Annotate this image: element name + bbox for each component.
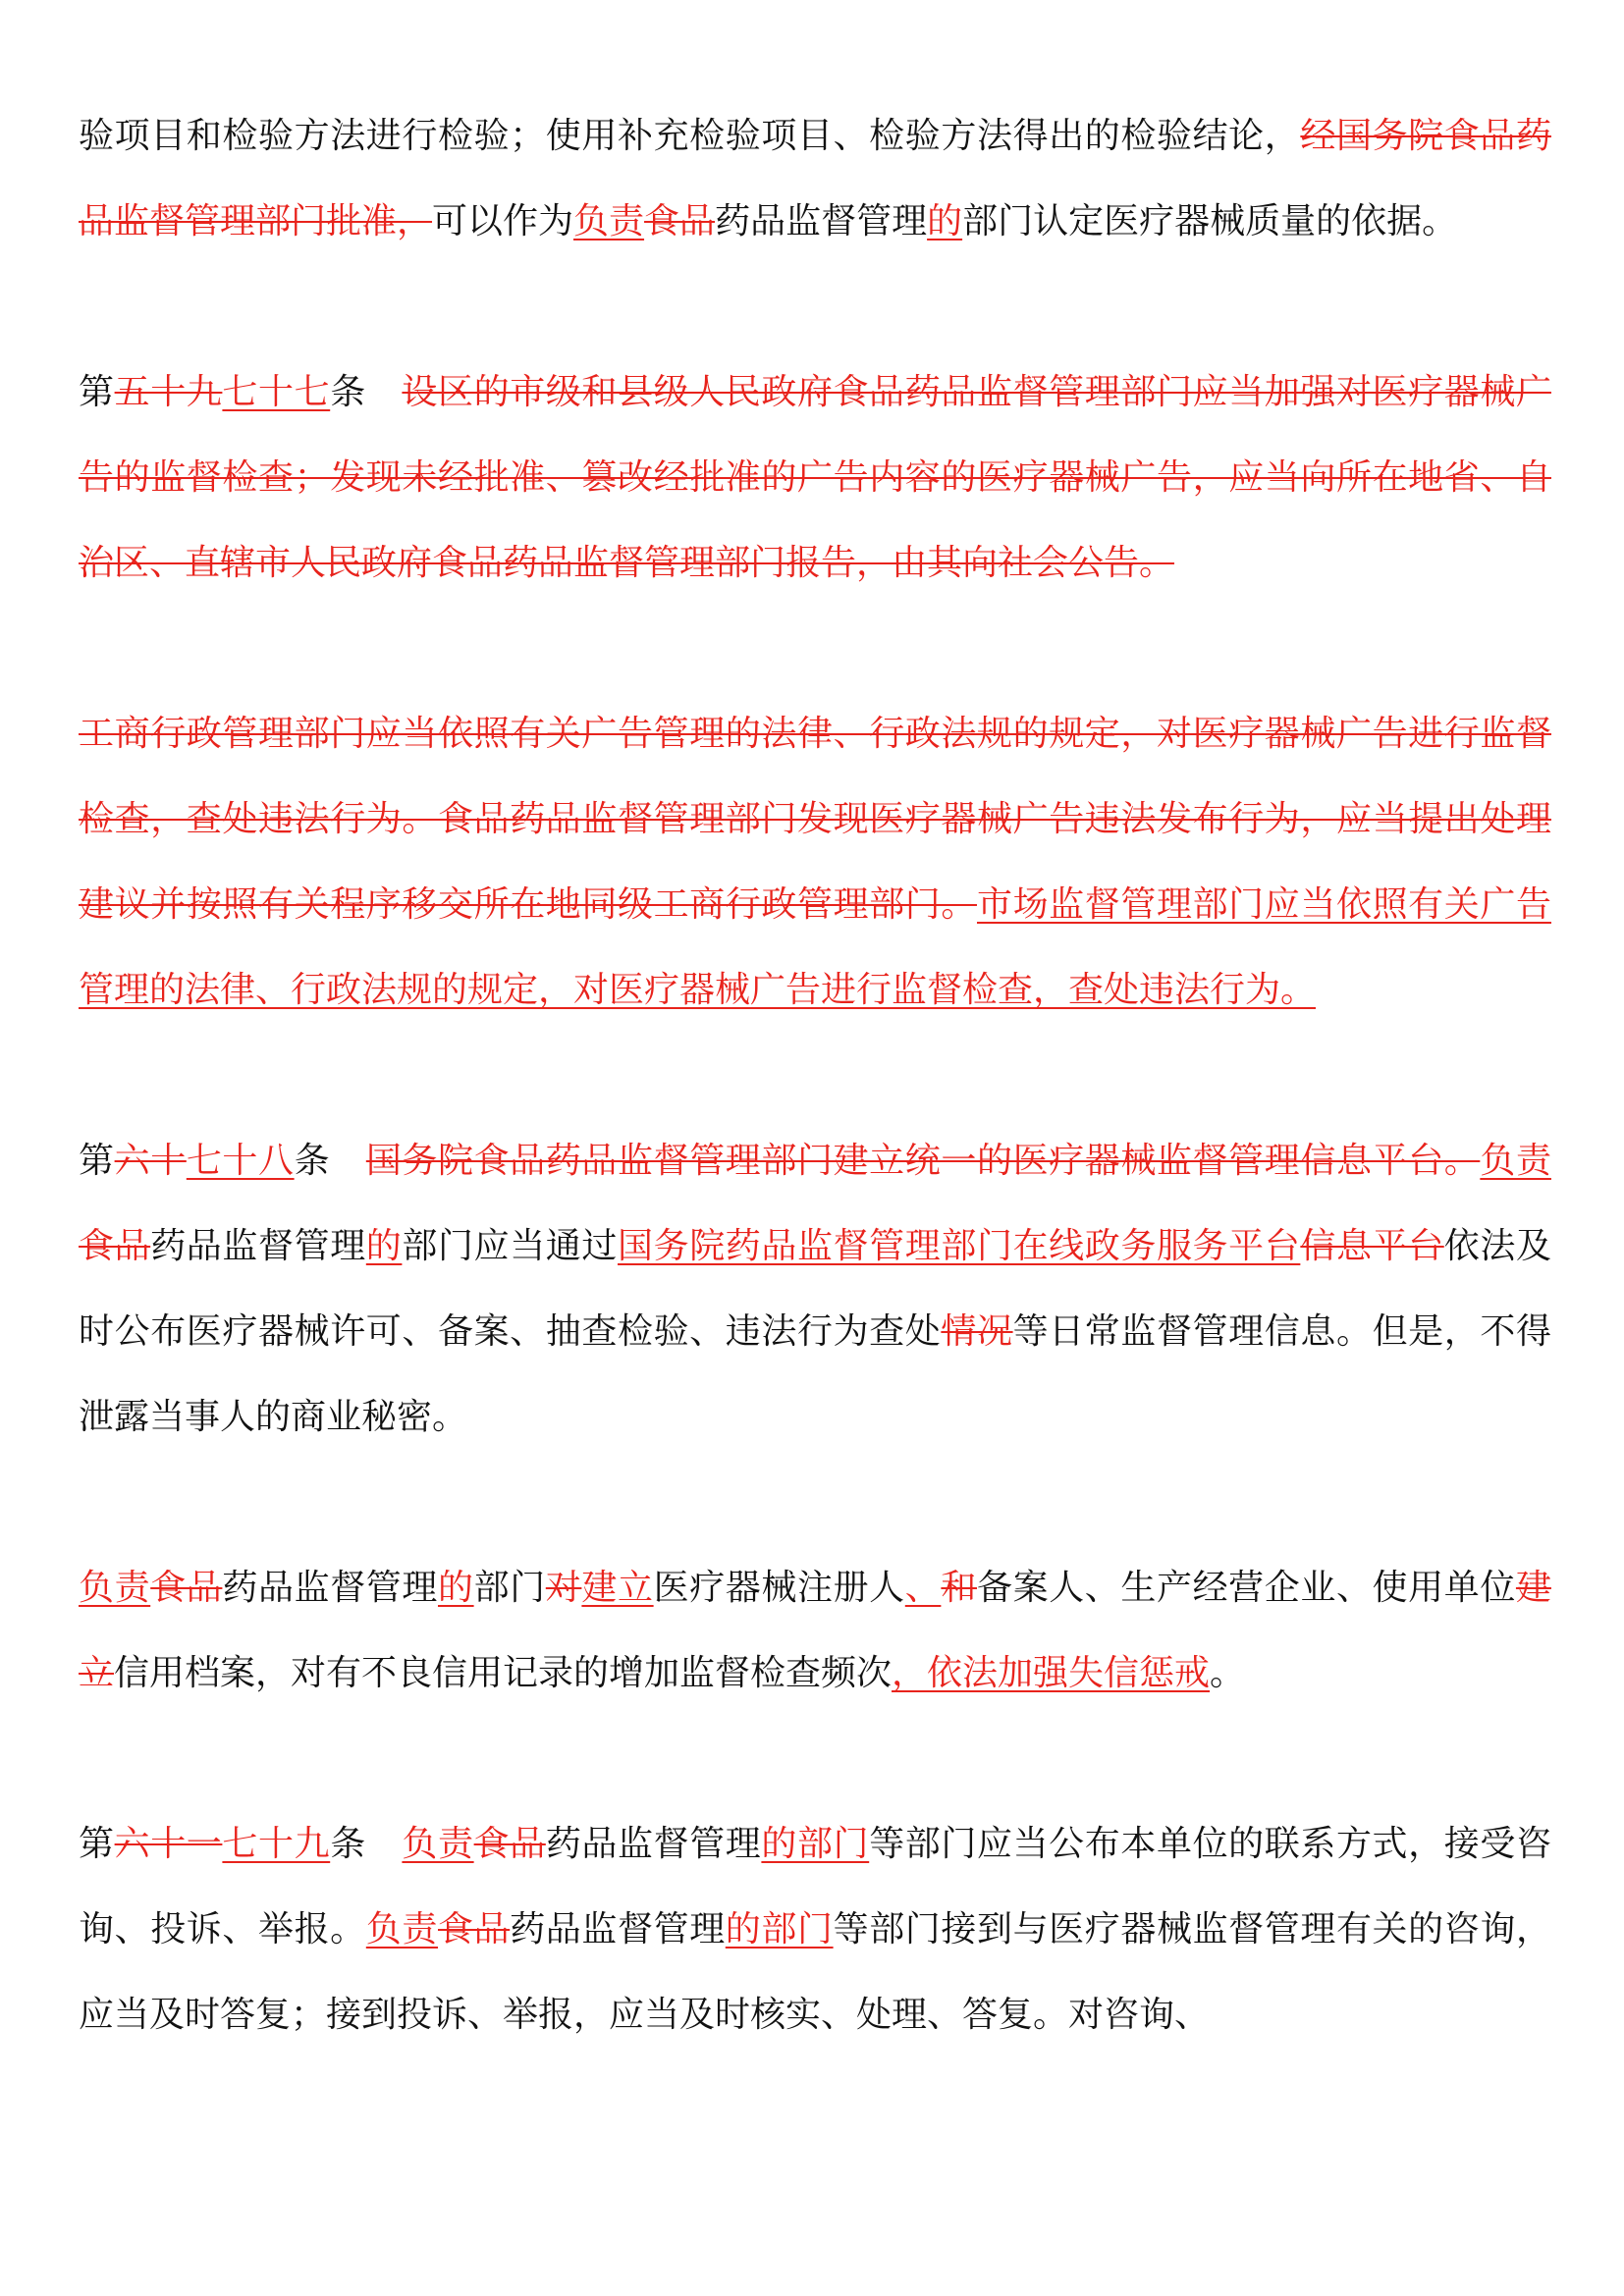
text-run: 等部门应当公布本单位的联系方式，接受咨询、投诉、举报。 — [79, 1824, 1551, 1949]
deleted-text: 经国务院食品药品监督管理部门批准， — [79, 116, 1551, 241]
text-run: 药品监督管理 — [150, 1226, 366, 1266]
deleted-text: 对 — [545, 1568, 582, 1608]
text-run: 药品监督管理 — [715, 201, 928, 241]
inserted-text: 负责 — [79, 1568, 151, 1608]
text-run: 等日常监督管理信息。但是，不得泄露当事人的商业秘密。 — [79, 1311, 1551, 1437]
deleted-text: 设区的市级和县级人民政府食品药品监督管理部门应当加强对医疗器械广告的监督检查；发现未经批准、篡改经批准的广告内容的医疗器械广告，应当向所在地省、自治区、直辖市人民政府食品药品监督管理部门报告，由其向社会公告。 — [79, 372, 1551, 583]
inserted-text: 的 — [927, 201, 963, 241]
text-run: 可以作为 — [432, 201, 574, 241]
deleted-text: 六十 — [114, 1141, 187, 1181]
deleted-text: 情况 — [941, 1311, 1013, 1352]
inserted-text: 负责 — [573, 201, 645, 241]
inserted-text: 建立 — [581, 1568, 654, 1608]
deleted-text: 食品 — [150, 1568, 223, 1608]
inserted-text: 的 — [365, 1226, 403, 1266]
inserted-text: 七十九 — [222, 1824, 331, 1864]
text-run: 依法及时公布医疗器械许可、备案、抽查检验、违法行为查处 — [79, 1226, 1551, 1352]
inserted-text: 负责 — [365, 1909, 438, 1949]
text-run: 第 — [79, 372, 115, 412]
text-run: 等部门接到与医疗器械监督管理有关的咨询，应当及时答复；接到投诉、举报，应当及时核实、处理、答复。对咨询、 — [79, 1909, 1551, 2035]
paragraph — [79, 93, 1551, 264]
text-run: 部门 — [473, 1568, 546, 1608]
text-run: 信用档案，对有不良信用记录的增加监督检查频次 — [114, 1653, 893, 1693]
deleted-text: 食品 — [644, 201, 716, 241]
text-run: 第 — [79, 1824, 115, 1864]
text-run: 药品监督管理 — [222, 1568, 438, 1608]
paragraph — [79, 1801, 1551, 2057]
inserted-text: 的部门 — [761, 1824, 870, 1864]
inserted-text: ，依法加强失信惩戒 — [892, 1653, 1211, 1693]
deleted-text: 和 — [941, 1568, 977, 1608]
text-run: 医疗器械注册人 — [653, 1568, 905, 1608]
deleted-text: 食品 — [79, 1226, 151, 1266]
text-run: 条 — [330, 1824, 403, 1864]
inserted-text: 市场监督管理部门应当依照有关广告管理的法律、行政法规的规定，对医疗器械广告进行监督检查，查处违法行为。 — [79, 884, 1551, 1010]
text-run: 药品监督管理 — [545, 1824, 762, 1864]
deleted-text: 建立 — [79, 1568, 1551, 1693]
paragraph — [79, 1118, 1551, 1460]
text-run: 条 — [330, 372, 403, 412]
deleted-text: 工商行政管理部门应当依照有关广告管理的法律、行政法规的规定，对医疗器械广告进行监督检查，查处违法行为。食品药品监督管理部门发现医疗器械广告违法发布行为，应当提出处理建议并按照有关程序移交所在地同级工商行政管理部门。 — [79, 714, 1551, 925]
deleted-text: 国务院食品药品监督管理部门建立统一的医疗器械监督管理信息平台。 — [365, 1141, 1481, 1181]
inserted-text: 负责 — [1480, 1141, 1551, 1181]
inserted-text: 、 — [904, 1568, 942, 1608]
deleted-text: 五十九 — [114, 372, 223, 412]
text-run: 部门应当通过 — [402, 1226, 618, 1266]
text-run: 条 — [294, 1141, 366, 1181]
text-run: 部门认定医疗器械质量的依据。 — [962, 201, 1458, 241]
inserted-text: 七十七 — [222, 372, 331, 412]
inserted-text: 负责 — [402, 1824, 474, 1864]
deleted-text: 信息平台 — [1300, 1226, 1444, 1266]
text-run: 。 — [1210, 1653, 1246, 1693]
text-run: 备案人、生产经营企业、使用单位 — [977, 1568, 1516, 1608]
paragraph — [79, 349, 1551, 606]
deleted-text: 食品 — [473, 1824, 546, 1864]
text-run: 验项目和检验方法进行检验；使用补充检验项目、检验方法得出的检验结论， — [79, 116, 1301, 156]
text-run: 药品监督管理 — [510, 1909, 726, 1949]
inserted-text: 的 — [437, 1568, 474, 1608]
inserted-text: 国务院药品监督管理部门在线政务服务平台 — [618, 1226, 1301, 1266]
document-body — [79, 93, 1551, 2057]
paragraph — [79, 691, 1551, 1033]
inserted-text: 七十八 — [186, 1141, 295, 1181]
text-run: 第 — [79, 1141, 115, 1181]
deleted-text: 食品 — [438, 1909, 511, 1949]
deleted-text: 六十一 — [114, 1824, 223, 1864]
inserted-text: 的部门 — [725, 1909, 834, 1949]
paragraph — [79, 1545, 1551, 1716]
